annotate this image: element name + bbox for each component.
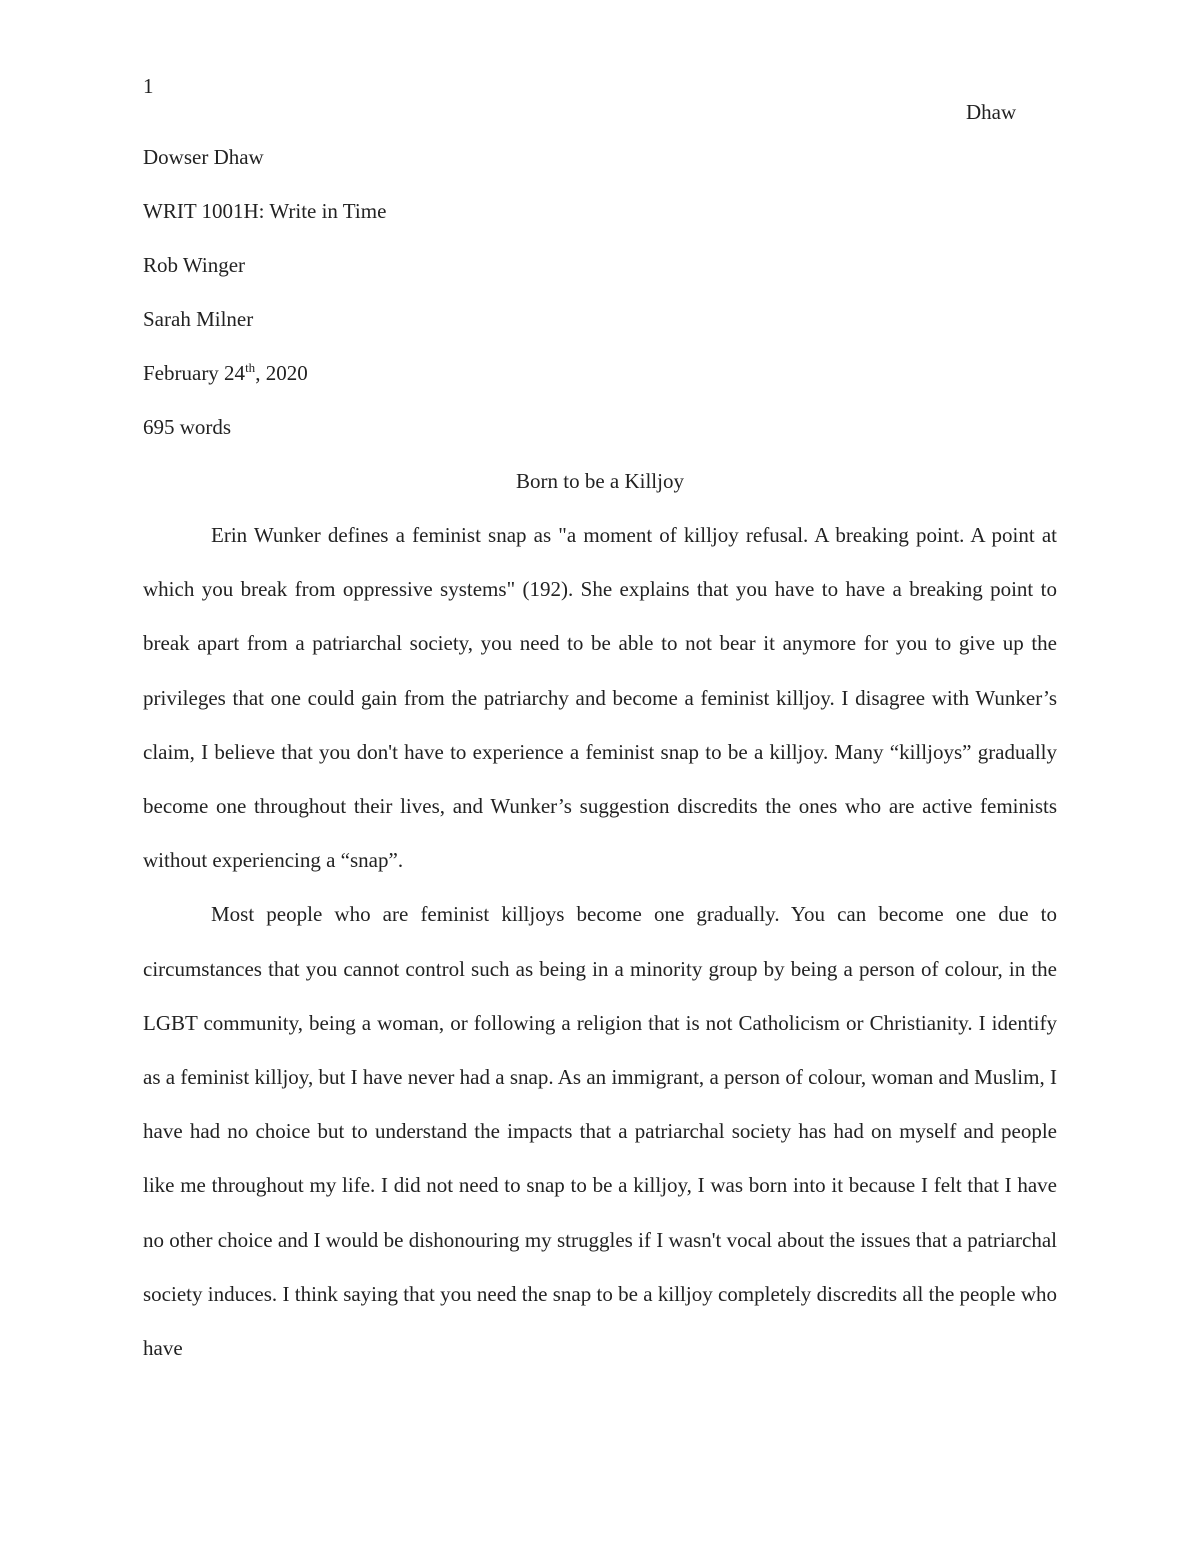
date-year: , 2020 bbox=[255, 361, 308, 385]
paragraph-2: Most people who are feminist killjoys become one gradually. You can become one due to circumstances that you cannot control such as being in a minority group by being a person of colour, in the LGBT community, being a woman, or following a religion that is not Catholicism or Christianity. I identify as a feminist killjoy, but I have never had a snap. As an immigrant, a person of colour, woman and Muslim, I have had no choice but to understand the impacts that a patriarchal society has had on myself and people like me throughout my life. I did not need to snap to be a killjoy, I was born into it because I felt that I have no other choice and I would be dishonouring my struggles if I wasn't vocal about the issues that a patriarchal society induces. I think saying that you need the snap to be a killjoy completely discredits all the people who have bbox=[143, 902, 1057, 1361]
date-main: February 24 bbox=[143, 361, 246, 385]
instructor-name: Rob Winger bbox=[143, 253, 246, 277]
page-number: 1 bbox=[143, 74, 154, 98]
word-count: 695 words bbox=[143, 415, 232, 439]
running-head: Dhaw bbox=[966, 100, 1017, 124]
paragraph-1: Erin Wunker defines a feminist snap as "a moment of killjoy refusal. A breaking point. A point at which you break from oppressive systems" (192). She explains that you have to have a breaking point to break apart from a patriarchal society, you need to be able to not bear it anymore for you to give up the privileges that one could gain from the patriarchy and become a feminist killjoy. I disagree with Wunker’s claim, I believe that you don't have to experience a feminist snap to be a killjoy. Many “killjoys” gradually become one throughout their lives, and Wunker’s suggestion discredits the ones who are active feminists without experiencing a “snap”. bbox=[143, 523, 1057, 873]
date-suffix: th bbox=[245, 360, 256, 375]
ta-name: Sarah Milner bbox=[143, 307, 254, 331]
date-line bbox=[143, 359, 308, 387]
essay-title: Born to be a Killjoy bbox=[516, 469, 684, 493]
course-name: WRIT 1001H: Write in Time bbox=[143, 199, 387, 223]
author-name: Dowser Dhaw bbox=[143, 145, 264, 169]
essay-body bbox=[143, 508, 1057, 1375]
